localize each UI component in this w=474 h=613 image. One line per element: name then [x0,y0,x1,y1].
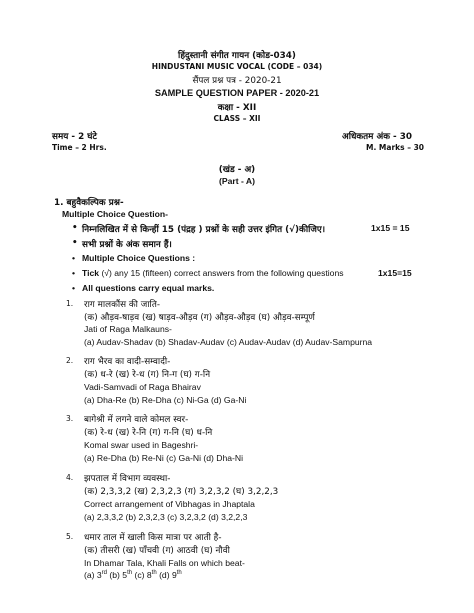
sample-paper-english: SAMPLE QUESTION PAPER - 2020-21 [154,88,320,98]
question-english: Vadi-Samvadi of Raga Bhairav [84,382,201,392]
title-hindi: हिंदुस्तानी संगीत गायन (कोड-034) [178,51,296,61]
question-number: 5. [66,532,74,541]
options-english: (a) Re-Dha (b) Re-Ni (c) Ga-Ni (d) Dha-Ni [84,453,244,463]
title-english: HINDUSTANI MUSIC VOCAL (CODE – 034) [151,62,323,71]
question-hindi: राग मालकौंस की जाति- [84,300,161,310]
q1-title-hindi: 1. बहुवैकल्पिक प्रश्न- [54,198,124,208]
ordinal-suffix: th [176,570,182,577]
question-english: Jati of Raga Malkauns- [84,324,172,334]
time-english: Time – 2 Hrs. [52,143,107,152]
option-c: (c) 8 [132,570,152,580]
instruction-bullet-1: • निम्नलिखित में से किन्हीं 15 (पंद्रह ) प्रश्नों के सही उत्तर इंगित (√)कीजिए। [82,223,325,235]
class-english: CLASS – XII [213,114,261,123]
q1-title-english: Multiple Choice Question- [62,209,168,219]
time-hindi: समय - 2 घंटे [52,132,97,142]
options-hindi: (क) 2,3,3,2 (ख) 2,3,2,3 (ग) 3,2,3,2 (घ) 3,2,2,3 [84,487,279,497]
options-hindi: (क) रे-ध (ख) रे-नि (ग) ग-नि (घ) ध-नि [84,428,213,438]
options-hindi: (क) तीसरी (ख) पाँचवी (ग) आठवी (घ) नौवी [84,546,230,556]
ordinal-suffix: rd [101,570,108,577]
marks-english: M. Marks – 30 [366,143,425,152]
question-number: 3. [66,414,74,423]
class-hindi: कक्षा - XII [217,103,257,113]
question-number: 1. [66,299,74,308]
options-english-ordinals [84,570,182,580]
options-hindi: (क) औड़व-षाड़व (ख) षाड़व-औड़व (ग) औड़व-औड़व (घ) औड़व-सम्पूर्ण [84,313,315,323]
ordinal-suffix: th [151,570,157,577]
option-b: (b) 5 [107,570,128,580]
question-hindi: बागेश्री में लगने वाले कोमल स्वर- [84,415,189,425]
instruction-1-marks: 1x15 = 15 [371,223,410,233]
instruction-bullet-5: • All questions carry equal marks. [82,283,214,293]
sample-paper-hindi: सैंपल प्रश्न पत्र - 2020-21 [192,76,282,86]
question-number: 4. [66,473,74,482]
section-english: (Part - A) [219,176,255,186]
options-english: (a) Dha-Re (b) Re-Dha (c) Ni-Ga (d) Ga-Ni [84,395,247,405]
question-hindi: धमार ताल में खाली किस मात्रा पर आती है- [84,533,222,543]
instruction-4-marks: 1x15=15 [378,268,412,278]
options-english: (a) Audav-Shadav (b) Shadav-Audav (c) Audav-Audav (d) Audav-Sampurna [84,337,373,347]
instruction-bullet-2: • सभी प्रश्नों के अंक समान हैं। [82,238,172,250]
question-english: Komal swar used in Bageshri- [84,440,199,450]
option-a: (a) 3 [84,570,102,580]
question-hindi: झपताल में विभाग व्यवस्था- [84,474,171,484]
instruction-bullet-3: • Multiple Choice Questions : [82,253,195,263]
options-hindi: (क) ध-रे (ख) रे-ध (ग) नि-ग (घ) ग-नि [84,370,211,380]
option-d: (d) 9 [156,570,177,580]
question-hindi: राग भैरव का वादी-सम्वादी- [84,357,171,367]
instruction-bullet-4: • Tick (√) any 15 (fifteen) correct answers from the following questions [82,268,344,278]
question-english: In Dhamar Tala, Khali Falls on which beat- [84,558,245,568]
section-hindi: (खंड - अ) [218,165,256,175]
marks-hindi: अधिकतम अंक - 30 [342,132,412,142]
options-english: (a) 2,3,3,2 (b) 2,3,2,3 (c) 3,2,3,2 (d) 3,2,2,3 [84,512,248,522]
instruction-4-text: (√) any 15 (fifteen) correct answers from the following questions [101,268,344,278]
ordinal-suffix: th [127,570,133,577]
question-number: 2. [66,356,74,365]
question-english: Correct arrangement of Vibhagas in Jhaptala [84,499,255,509]
